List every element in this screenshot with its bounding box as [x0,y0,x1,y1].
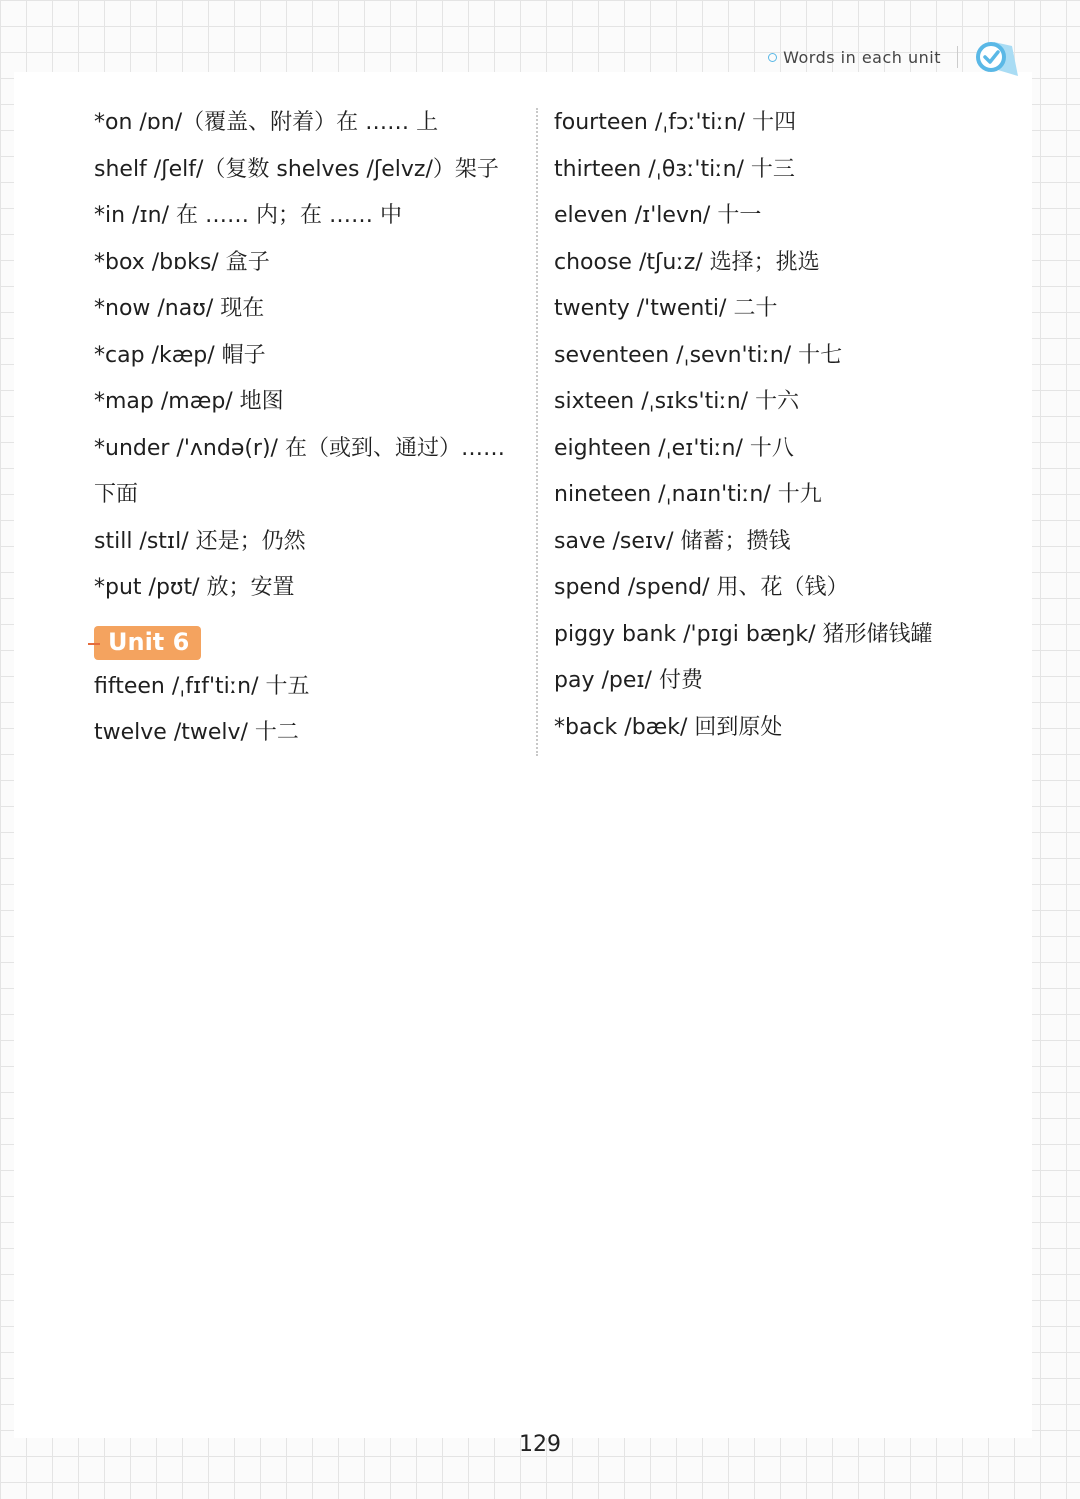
vocab-entry: *in /ɪn/ 在 …… 内；在 …… 中 [94,203,402,228]
unit-tag: Unit 6 [94,626,201,660]
vocab-entry: *map /mæp/ 地图 [94,389,284,414]
vocab-entry: *cap /kæp/ 帽子 [94,342,266,368]
vocab-entry: twelve /twelv/ 十二 [94,720,299,745]
vocab-entry: save /seɪv/ 储蓄；攒钱 [554,528,791,554]
vocab-entry: *back /bæk/ 回到原处 [554,714,783,740]
vocab-entry: *under /'ʌndə(r)/ 在（或到、通过）…… [94,435,505,461]
vocab-entry: still /stɪl/ 还是；仍然 [94,528,306,554]
vocab-entry: sixteen /ˌsɪks'tiːn/ 十六 [554,389,800,414]
vocab-entry: eighteen /ˌeɪ'tiːn/ 十八 [554,435,794,461]
vocab-entry: 下面 [94,482,139,507]
right-column [554,100,994,751]
vocab-entry: choose /tʃuːz/ 选择；挑选 [554,249,820,275]
vocab-entry: eleven /ɪ'levn/ 十一 [554,203,762,228]
page-number: 129 [519,1432,561,1457]
vocab-entry: fifteen /ˌfɪf'tiːn/ 十五 [94,673,310,699]
vocab-entry: seventeen /ˌsevn'tiːn/ 十七 [554,342,843,368]
vocab-entry: shelf /ʃelf/（复数 shelves /ʃelvz/）架子 [94,156,499,182]
check-circle-icon [974,40,1018,80]
vocab-entry: twenty /'twenti/ 二十 [554,296,778,321]
left-column [94,100,524,757]
vocab-entry: thirteen /ˌθɜː'tiːn/ 十三 [554,156,795,182]
vocab-entry: spend /spend/ 用、花（钱） [554,575,849,600]
vocab-entry: *put /pʊt/ 放；安置 [94,575,295,600]
vocab-entry: *box /bɒks/ 盒子 [94,249,270,275]
bullet-icon [768,53,777,62]
running-header [768,46,958,68]
column-divider [536,108,538,756]
vocab-entry: pay /peɪ/ 付费 [554,668,703,693]
unit-heading [94,612,524,664]
header-title: Words in each unit [783,47,941,67]
vocab-entry: *on /ɒn/（覆盖、附着）在 …… 上 [94,110,439,135]
vocab-entry: piggy bank /'pɪgi bæŋk/ 猪形储钱罐 [554,621,933,647]
vocab-entry: fourteen /ˌfɔː'tiːn/ 十四 [554,110,797,135]
vocab-entry: nineteen /ˌnaɪn'tiːn/ 十九 [554,482,822,507]
vocab-entry: *now /naʊ/ 现在 [94,296,265,321]
header-divider [957,46,958,68]
